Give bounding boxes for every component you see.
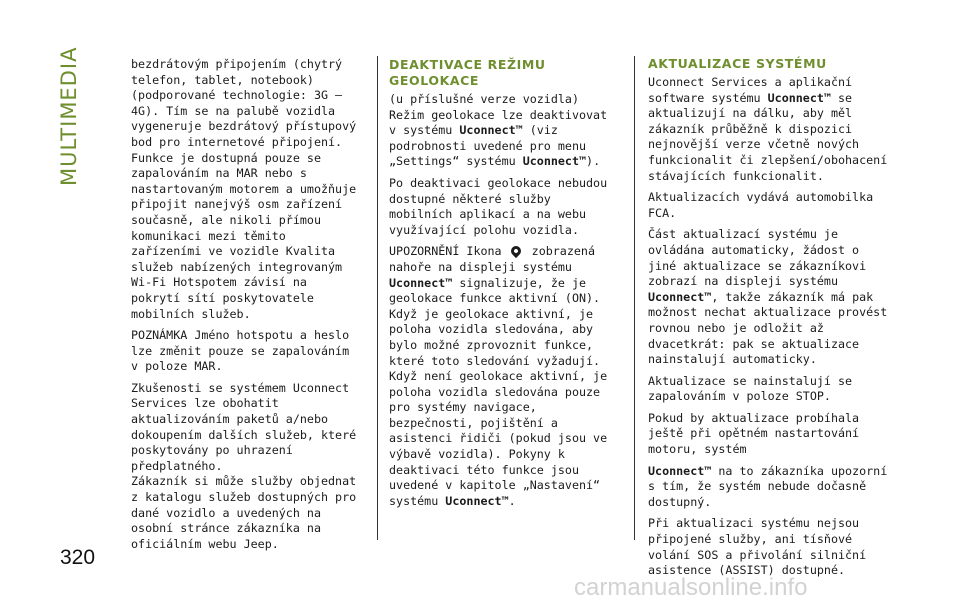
paragraph: Pokud by aktualizace probíhala ještě při opětném nastartování motoru, systém	[648, 410, 860, 457]
brand-name: Uconnect™	[459, 123, 523, 138]
brand-name: Uconnect™	[648, 463, 712, 478]
paragraph: Část aktualizací systému je ovládána automaticky, žádost o jiné aktualizace se zákazníkovi zobrazí na displeji systému Uconnect™, takže zákazník má pak možnost nechat aktualizace provést rovnou nebo je odložit až dvacetkrát: pak se aktualizace nainstalují automaticky.	[648, 227, 888, 367]
paragraph: Aktualizace se nainstalují se zapalováním v poloze STOP.	[648, 373, 853, 404]
paragraph: bezdrátovým připojením (chytrý telefon, tablet, notebook) (podporované technologie: 3G – 4G). Tím se na palubě vozidla vygeneruje bezdrátový přístupový bod pro internetové připojení. Funkce je dostupná pouze se zapalováním na MAR nebo s nastartovaným motorem a umožňuje připojit nanejvýš osm zařízení současně, ale nikoli přímou komunikaci mezi těmito zařízeními ve vozidle Kvalita služeb nabízených integrovaným Wi-Fi Hotspotem závisí na pokrytí sítí poskytovatele mobilních služeb.	[131, 57, 357, 321]
paragraph: Aktualizacích vydává automobilka FCA.	[648, 190, 874, 220]
brand-name: Uconnect™	[389, 275, 453, 290]
brand-name: Uconnect™	[445, 493, 509, 508]
map-pin-icon	[509, 244, 523, 258]
paragraph: (u příslušné verze vozidla) Režim geolokace lze deaktivovat v systému Uconnect™ (viz podrobnosti uvedené pro menu „Settings“ systému Uconnect™).	[389, 92, 608, 169]
column-divider	[377, 56, 378, 540]
page-number: 320	[60, 546, 96, 569]
text-column-2	[389, 57, 621, 515]
section-heading: AKTUALIZACE SYSTÉMU	[648, 56, 827, 71]
paragraph: Při aktualizaci systému nejsou připojené služby, ani tísňové volání SOS a přivolání silniční asistence (ASSIST) dostupné.	[648, 516, 867, 578]
paragraph: Zákazník si může služby objednat z katalogu služeb dostupných pro dané vozidlo a uvedených na osobní stránce zákazníka na oficiálním webu Jeep.	[131, 474, 357, 551]
warning-paragraph: UPOZORNĚNÍ Ikona zobrazená nahoře na displeji systému Uconnect™ signalizuje, že je geolokace funkce aktivní (ON). Když je geolokace aktivní, je poloha vozidla sledována, aby bylo možné zprovoznit funkce, které toto sledování vyžadují. Když není geolokace aktivní, je poloha vozidla sledována pouze pro systémy navigace, bezpečnosti, pojištění a asistenci řidiči (pokud jsou ve výbavě vozidla). Pokyny k deaktivaci této funkce jsou uvedené v kapitole „Nastavení“ systému Uconnect™.	[389, 244, 608, 508]
brand-name: Uconnect™	[648, 289, 712, 304]
brand-name: Uconnect™	[767, 90, 831, 105]
brand-name: Uconnect™	[522, 154, 587, 169]
paragraph: Po deaktivaci geolokace nebudou dostupné některé služby mobilních aplikací a na webu využívající polohu vozidla.	[389, 175, 608, 237]
note-paragraph: POZNÁMKA Jméno hotspotu a heslo lze změnit pouze se zapalováním v poloze MAR.	[131, 328, 350, 374]
paragraph: Uconnect Services a aplikační software systému Uconnect™ se aktualizují na dálku, aby měl zákazník průběžně k dispozici nejnovější verze včetně nových funkcionalit či zlepšení/obohacení stávajících funkcionalit.	[648, 75, 888, 183]
text-column-1	[131, 57, 361, 558]
section-heading: DEAKTIVACE REŽIMU GEOLOKACE	[389, 57, 546, 88]
text-column-3	[648, 56, 888, 585]
section-title: MULTIMEDIA	[57, 46, 81, 186]
paragraph: Zkušenosti se systémem Uconnect Services lze obohatit aktualizováním paketů a/nebo dokoupením dalších služeb, které poskytovány po uhrazení předplatného.	[131, 380, 357, 473]
column-divider	[634, 56, 635, 540]
paragraph: Uconnect™ na to zákazníka upozorní s tím, že systém nebude dočasně dostupný.	[648, 463, 888, 509]
watermark-logo: carmanualsonline.info	[574, 574, 808, 601]
